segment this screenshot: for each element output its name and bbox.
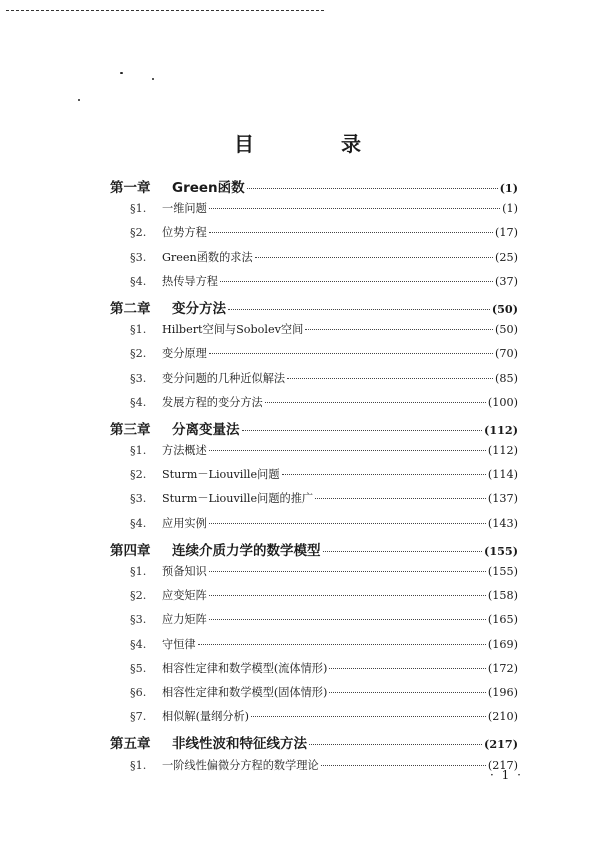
chapter-number: 第三章 — [110, 421, 151, 438]
dot-leader — [220, 281, 493, 282]
section-title: 相容性定律和数学模型(固体情形) — [162, 685, 328, 699]
section-title: Sturm－Liouville问题的推广 — [162, 492, 314, 506]
section-number: §2. — [130, 347, 147, 361]
page-ref: (25) — [495, 250, 518, 264]
page-ref: (50) — [491, 301, 518, 316]
dot-leader — [247, 188, 498, 189]
dot-leader — [323, 551, 483, 552]
section-number: §5. — [130, 661, 147, 675]
dot-leader — [305, 329, 493, 330]
section-title: 应用实例 — [162, 516, 207, 530]
toc-section-entry — [110, 563, 518, 587]
page-ref: (112) — [484, 422, 518, 437]
section-number: §7. — [130, 710, 147, 724]
section-title: 一维问题 — [162, 202, 207, 216]
section-number: §3. — [130, 371, 147, 385]
page-ref: (196) — [487, 685, 518, 699]
dot-leader — [329, 692, 486, 693]
toc-section-entry — [110, 708, 518, 732]
dot-leader — [329, 668, 486, 669]
section-number: §3. — [130, 250, 147, 264]
chapter-number: 第二章 — [110, 300, 151, 317]
toc-chapter-entry — [110, 176, 518, 200]
section-title: 变分问题的几种近似解法 — [162, 371, 286, 385]
section-title: 应变矩阵 — [162, 589, 207, 603]
section-number: §4. — [130, 637, 147, 651]
section-title: 相似解(量纲分析) — [162, 710, 250, 724]
dot-leader — [321, 765, 486, 766]
page-ref: (50) — [495, 323, 518, 337]
dot-leader — [287, 378, 493, 379]
dot-leader — [209, 450, 486, 451]
dot-leader — [265, 402, 486, 403]
section-title: 位势方程 — [162, 226, 207, 240]
toc-section-entry — [110, 394, 518, 418]
section-title: 热传导方程 — [162, 274, 218, 288]
toc-section-entry — [110, 273, 518, 297]
section-title: 相容性定律和数学模型(流体情形) — [162, 661, 328, 675]
dot-leader — [209, 619, 486, 620]
page-ref: (114) — [487, 468, 518, 482]
chapter-number: 第一章 — [110, 180, 151, 196]
toc-chapter-entry — [110, 297, 518, 321]
section-number: §1. — [130, 565, 147, 578]
section-number: §4. — [130, 516, 147, 530]
page-title: 目 录 — [234, 132, 401, 156]
toc-section-entry — [110, 200, 518, 224]
page-ref: (169) — [487, 637, 518, 651]
dot-leader — [315, 498, 486, 499]
toc-chapter-entry — [110, 418, 518, 442]
toc-section-entry — [110, 370, 518, 394]
section-title: 一阶线性偏微分方程的数学理论 — [162, 758, 319, 772]
toc-chapter-entry — [110, 539, 518, 563]
dot-leader — [198, 644, 486, 645]
page-ref: (172) — [487, 661, 518, 675]
toc-section-entry — [110, 757, 518, 781]
section-number: §1. — [130, 758, 147, 772]
page-ref: (137) — [487, 492, 518, 506]
dot-leader — [209, 523, 486, 524]
toc-section-entry — [110, 611, 518, 635]
dot-leader — [209, 595, 486, 596]
page-ref: (210) — [487, 710, 518, 724]
dot-leader — [209, 353, 493, 354]
toc-section-entry — [110, 660, 518, 684]
section-number: §3. — [130, 613, 147, 627]
section-title: 发展方程的变分方法 — [162, 395, 263, 409]
section-number: §1. — [130, 444, 147, 458]
page-ref: (217) — [487, 758, 518, 772]
section-number: §2. — [130, 468, 147, 482]
toc-section-entry — [110, 442, 518, 466]
scan-speck — [152, 78, 154, 80]
page-number: · 1 · — [490, 768, 523, 782]
section-number: §1. — [130, 323, 147, 337]
scan-dash-line — [6, 10, 324, 11]
chapter-title: 连续介质力学的数学模型 — [172, 542, 321, 559]
page-ref: (1) — [502, 202, 518, 216]
toc-section-entry — [110, 587, 518, 611]
toc-chapter-entry — [110, 732, 518, 756]
table-of-contents — [110, 176, 518, 781]
dot-leader — [209, 208, 500, 209]
chapter-title: 变分方法 — [172, 300, 226, 317]
section-title: Hilbert空间与Sobolev空间 — [162, 323, 304, 337]
scan-speck — [120, 72, 123, 74]
section-title: Sturm－Liouville问题 — [162, 468, 280, 482]
page-ref: (112) — [487, 444, 518, 458]
section-title: 方法概述 — [162, 444, 207, 458]
scan-speck — [78, 99, 80, 101]
page-ref: (37) — [495, 274, 518, 288]
toc-section-entry — [110, 490, 518, 514]
page-ref: (100) — [487, 395, 518, 409]
dot-leader — [242, 430, 483, 431]
dot-leader — [282, 474, 486, 475]
page-ref: (70) — [495, 347, 518, 361]
toc-section-entry — [110, 684, 518, 708]
section-number: §3. — [130, 492, 147, 506]
chapter-number: 第四章 — [110, 542, 151, 559]
dot-leader — [209, 232, 493, 233]
chapter-number: 第五章 — [110, 736, 151, 753]
page-ref: (85) — [495, 371, 518, 385]
dot-leader — [251, 716, 486, 717]
chapter-title: 分离变量法 — [172, 421, 240, 438]
dot-leader — [309, 744, 482, 745]
page-ref: (158) — [487, 589, 518, 603]
page-ref: (155) — [484, 543, 518, 558]
section-title: 预备知识 — [162, 565, 207, 578]
page-ref: (165) — [487, 613, 518, 627]
dot-leader — [209, 571, 486, 572]
section-title: Green函数的求法 — [162, 250, 253, 264]
page-ref: (155) — [487, 565, 518, 578]
toc-section-entry — [110, 249, 518, 273]
chapter-title: 非线性波和特征线方法 — [172, 736, 307, 753]
section-number: §2. — [130, 589, 147, 603]
section-title: 变分原理 — [162, 347, 207, 361]
page-ref: (217) — [484, 737, 518, 752]
page-ref: (17) — [495, 226, 518, 240]
toc-section-entry — [110, 345, 518, 369]
dot-leader — [255, 257, 493, 258]
section-number: §4. — [130, 274, 147, 288]
section-number: §6. — [130, 685, 147, 699]
chapter-title: Green函数 — [172, 180, 245, 196]
toc-section-entry — [110, 466, 518, 490]
toc-section-entry — [110, 321, 518, 345]
section-number: §2. — [130, 226, 147, 240]
section-title: 应力矩阵 — [162, 613, 207, 627]
toc-section-entry — [110, 224, 518, 248]
dot-leader — [228, 309, 490, 310]
section-title: 守恒律 — [162, 637, 196, 651]
section-number: §1. — [130, 202, 147, 216]
page-ref: (143) — [487, 516, 518, 530]
toc-section-entry — [110, 636, 518, 660]
section-number: §4. — [130, 395, 147, 409]
page-ref: (1) — [499, 181, 518, 195]
toc-section-entry — [110, 515, 518, 539]
